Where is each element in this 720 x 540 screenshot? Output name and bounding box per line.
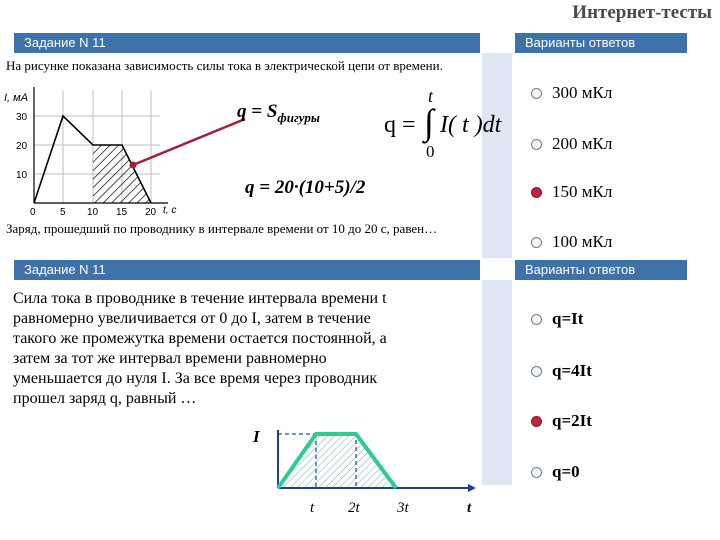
radio-button[interactable] <box>531 366 542 377</box>
integral-formula <box>380 86 506 164</box>
task2-x-axis-label: t <box>467 500 472 516</box>
option-label: q=2It <box>552 411 592 430</box>
task1-header: Задание N 11 <box>14 33 480 53</box>
radio-button-selected[interactable] <box>531 187 542 198</box>
question-line: такого же промежутка времени остается постоянной, а <box>13 330 387 347</box>
question-line: уменьшается до нуля I. За все время через проводник <box>13 370 378 387</box>
radio-button[interactable] <box>531 237 542 248</box>
option-label: 300 мКл <box>552 83 613 102</box>
integral-lhs: q = <box>384 112 416 138</box>
task2-header: Задание N 11 <box>14 260 480 280</box>
task2-x-tick: 3t <box>397 500 409 516</box>
task2-option-2[interactable] <box>531 361 592 381</box>
task1-x-tick: 5 <box>60 207 66 218</box>
task1-y-tick: 30 <box>16 112 28 123</box>
site-title: Интернет-тесты <box>572 2 712 23</box>
formula-area <box>237 101 320 126</box>
task1-x-tick: 10 <box>87 207 99 218</box>
task2-x-arrow <box>468 484 476 492</box>
task1-question-top: На рисунке показана зависимость силы тока в электрической цепи от времени. <box>6 58 443 73</box>
task2-option-4[interactable] <box>531 462 580 482</box>
question-line: затем за тот же интервал времени равномерно <box>13 350 327 367</box>
task1-option-2[interactable] <box>531 134 612 154</box>
task1-y-tick: 20 <box>16 141 28 152</box>
task1-x-tick: 0 <box>30 207 36 218</box>
task2-answers-header: Варианты ответов <box>515 260 687 280</box>
question-line: прошел заряд q, равный … <box>13 390 197 407</box>
task1-option-4[interactable] <box>531 232 612 252</box>
option-label: q=4It <box>552 361 592 380</box>
task1-x-tick: 20 <box>145 207 157 218</box>
formula-area-subscript: фигуры <box>277 109 320 125</box>
formula-calculation: q = 20·(10+5)/2 <box>245 177 366 198</box>
pointer-arrow <box>133 119 245 165</box>
pointer-arrow-head <box>130 162 137 169</box>
task1-x-tick: 15 <box>116 207 128 218</box>
task2-x-tick: t <box>310 500 315 516</box>
task2-question <box>13 289 478 409</box>
task1-answers-header: Варианты ответов <box>515 33 687 53</box>
question-line: равномерно увеличивается от 0 до I, затем в течение <box>13 310 371 327</box>
task1-option-1[interactable] <box>531 83 612 103</box>
option-label: 100 мКл <box>552 232 613 251</box>
option-label: q=It <box>552 309 584 328</box>
task1-y-axis-label: I, мА <box>4 92 29 104</box>
task2-divider-stripe <box>482 280 512 485</box>
radio-button[interactable] <box>531 467 542 478</box>
integral-lower-limit: 0 <box>426 142 435 161</box>
option-label: 200 мКл <box>552 134 613 153</box>
integral-body: I( t )dt <box>440 112 502 138</box>
formula-area-main: q = S <box>237 101 278 122</box>
radio-button[interactable] <box>531 139 542 150</box>
task2-option-1[interactable] <box>531 309 583 329</box>
radio-button[interactable] <box>531 88 542 99</box>
question-line: Сила тока в проводнике в течение интервала времени t <box>13 290 387 307</box>
radio-button[interactable] <box>531 314 542 325</box>
integral-sign: ∫ <box>424 102 434 142</box>
task1-x-axis-label: t, c <box>163 205 177 216</box>
task2-option-3[interactable] <box>531 411 592 431</box>
task1-question-bottom: Заряд, прошедший по проводнику в интервале времени от 10 до 20 с, равен… <box>6 221 438 236</box>
task2-graph <box>240 410 485 525</box>
option-label: 150 мКл <box>552 182 613 201</box>
task2-y-label: I <box>253 427 260 446</box>
option-label: q=0 <box>552 462 580 481</box>
task2-x-tick: 2t <box>348 500 360 516</box>
task1-option-3[interactable] <box>531 182 612 202</box>
task1-y-tick: 10 <box>16 170 28 181</box>
radio-button-selected[interactable] <box>531 416 542 427</box>
integral-upper-limit: t <box>428 86 434 106</box>
